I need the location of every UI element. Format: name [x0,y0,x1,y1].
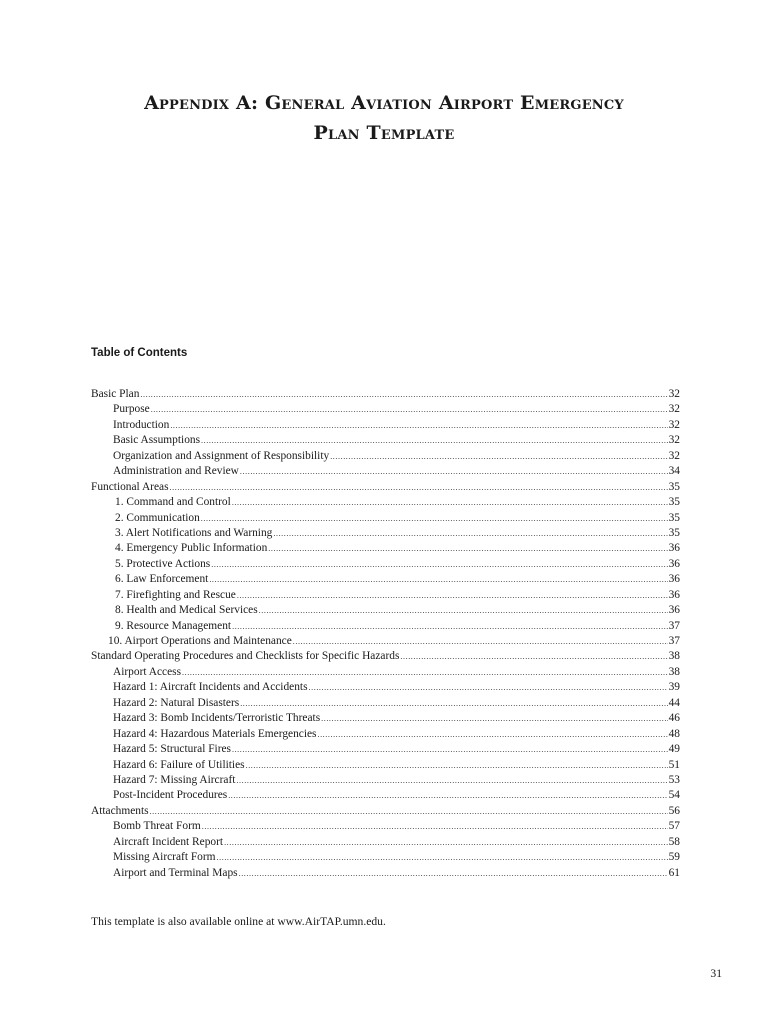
toc-entry-page: 32 [668,449,680,462]
toc-dot-leader [140,387,667,402]
page-title-line-2: Plan Template [313,122,455,144]
toc-entry-page: 53 [668,773,680,786]
toc-entry-page: 39 [668,681,680,694]
toc-dot-leader [268,541,667,556]
toc-dot-leader [232,495,668,510]
toc-entry-page: 49 [668,743,680,756]
toc-dot-leader [239,866,668,881]
toc-entry-page: 36 [668,573,680,586]
toc-entry-page: 32 [668,388,680,400]
toc-entry-page: 35 [668,511,680,524]
toc-entry-page: 57 [668,820,680,833]
toc-entry-title: Basic Assumptions [113,434,201,447]
page-title [60,88,708,148]
toc-entry-page: 36 [668,604,680,617]
toc-dot-leader [232,742,668,757]
toc-entry-page: 35 [668,526,680,539]
toc-dot-leader [273,526,667,541]
toc-entry-page: 35 [668,496,680,509]
toc-entry-page: 37 [668,635,680,647]
toc-dot-leader [228,788,667,803]
toc-entry [91,557,680,572]
toc-entry-title: Hazard 2: Natural Disasters [113,696,240,709]
toc-dot-leader [232,619,668,634]
toc-dot-leader [236,773,667,788]
toc-entry [91,835,680,850]
toc-entry [91,572,680,587]
toc-entry-title: Airport Access [113,665,182,678]
table-of-contents [91,387,680,881]
toc-entry-title: Bomb Threat Form [113,820,201,833]
toc-entry [91,711,680,726]
page-title-line-1: Appendix A: General Aviation Airport Emergency [144,92,624,114]
toc-dot-leader [202,819,668,834]
toc-dot-leader [182,665,668,680]
toc-entry-title: 6. Law Enforcement [115,573,209,586]
toc-entry-page: 37 [668,619,680,632]
toc-dot-leader [201,433,668,448]
toc-dot-leader [170,418,667,433]
toc-entry [91,742,680,757]
toc-entry-page: 44 [668,696,680,709]
toc-entry [91,866,680,881]
footer-note: This template is also available online at www.AirTAP.umn.edu. [91,915,386,928]
toc-dot-leader [237,588,668,603]
toc-entry [91,588,680,603]
toc-entry-page: 32 [668,434,680,447]
toc-dot-leader [246,758,668,773]
toc-entry [91,464,680,479]
toc-entry-title: Missing Aircraft Form [113,851,216,864]
toc-entry-title: Hazard 5: Structural Fires [113,743,231,756]
toc-entry-title: Standard Operating Procedures and Checklists for Specific Hazards [91,650,400,663]
toc-entry [91,541,680,556]
toc-entry [91,619,680,634]
toc-entry-page: 34 [668,465,680,478]
toc-entry-page: 36 [668,557,680,570]
toc-entry [91,665,680,680]
toc-entry [91,649,680,664]
toc-entry [91,418,680,433]
toc-entry [91,480,680,495]
toc-dot-leader [201,511,668,526]
toc-entry [91,773,680,788]
toc-entry [91,788,680,803]
toc-entry [91,526,680,541]
toc-entry-title: Purpose [113,403,150,416]
toc-entry [91,680,680,695]
toc-entry-page: 54 [668,789,680,802]
toc-dot-leader [400,649,667,664]
toc-entry-title: Post-Incident Procedures [113,789,228,802]
toc-entry-page: 32 [668,418,680,431]
toc-dot-leader [317,727,667,742]
toc-dot-leader [330,449,667,464]
toc-entry-page: 38 [668,650,680,663]
toc-dot-leader [217,850,668,865]
toc-entry [91,603,680,618]
page-number: 31 [710,967,722,980]
toc-entry-title: Attachments [91,804,149,817]
toc-entry-page: 35 [668,480,680,493]
toc-entry-title: 8. Health and Medical Services [115,604,258,617]
toc-entry [91,804,680,819]
toc-dot-leader [211,557,667,572]
toc-entry [91,727,680,742]
toc-entry-page: 38 [668,665,680,678]
toc-entry-title: Hazard 3: Bomb Incidents/Terroristic Threats [113,712,321,725]
toc-entry-title: 5. Protective Actions [115,557,211,570]
toc-entry-page: 61 [668,866,680,879]
toc-dot-leader [259,603,668,618]
toc-entry [91,758,680,773]
toc-entry-title: Hazard 6: Failure of Utilities [113,758,245,771]
toc-entry-page: 56 [668,804,680,817]
toc-entry-page: 36 [668,542,680,555]
toc-entry-page: 32 [668,403,680,416]
toc-dot-leader [151,402,668,417]
toc-entry [91,819,680,834]
toc-entry-title: Hazard 4: Hazardous Materials Emergencies [113,727,317,740]
toc-entry [91,850,680,865]
toc-dot-leader [170,480,668,495]
toc-entry-title: 9. Resource Management [115,619,232,632]
toc-heading: Table of Contents [91,347,188,359]
toc-entry-title: 4. Emergency Public Information [115,542,268,555]
toc-entry-page: 58 [668,835,680,848]
toc-entry-title: Hazard 7: Missing Aircraft [113,773,236,786]
toc-entry-title: Hazard 1: Aircraft Incidents and Accidents [113,681,308,694]
toc-entry-title: Functional Areas [91,480,169,493]
toc-entry-title: 7. Firefighting and Rescue [115,588,236,601]
toc-dot-leader [309,680,668,695]
toc-entry-page: 48 [668,727,680,740]
toc-dot-leader [209,572,667,587]
toc-entry-title: 3. Alert Notifications and Warning [115,526,273,539]
toc-entry-title: Introduction [113,418,170,431]
toc-entry-page: 51 [668,758,680,771]
toc-entry-page: 46 [668,712,680,725]
toc-entry [91,449,680,464]
toc-entry-title: 2. Communication [115,511,200,524]
toc-dot-leader [293,634,668,649]
toc-entry-page: 36 [668,588,680,601]
toc-dot-leader [321,711,667,726]
toc-entry [91,387,680,402]
toc-entry [91,433,680,448]
toc-entry-title: Airport and Terminal Maps [113,866,238,879]
toc-dot-leader [240,696,667,711]
toc-entry-title: 10. Airport Operations and Maintenance [108,635,292,647]
toc-entry [91,495,680,510]
toc-entry-title: 1. Command and Control [115,496,231,509]
toc-entry [91,511,680,526]
toc-entry [91,634,680,649]
toc-entry-title: Aircraft Incident Report [113,835,224,848]
toc-dot-leader [150,804,668,819]
toc-entry-page: 59 [668,851,680,864]
toc-entry [91,696,680,711]
toc-entry-title: Organization and Assignment of Responsibility [113,449,330,462]
toc-dot-leader [224,835,668,850]
toc-dot-leader [240,464,668,479]
toc-entry-title: Basic Plan [91,388,140,400]
toc-entry [91,402,680,417]
toc-entry-title: Administration and Review [113,465,239,478]
